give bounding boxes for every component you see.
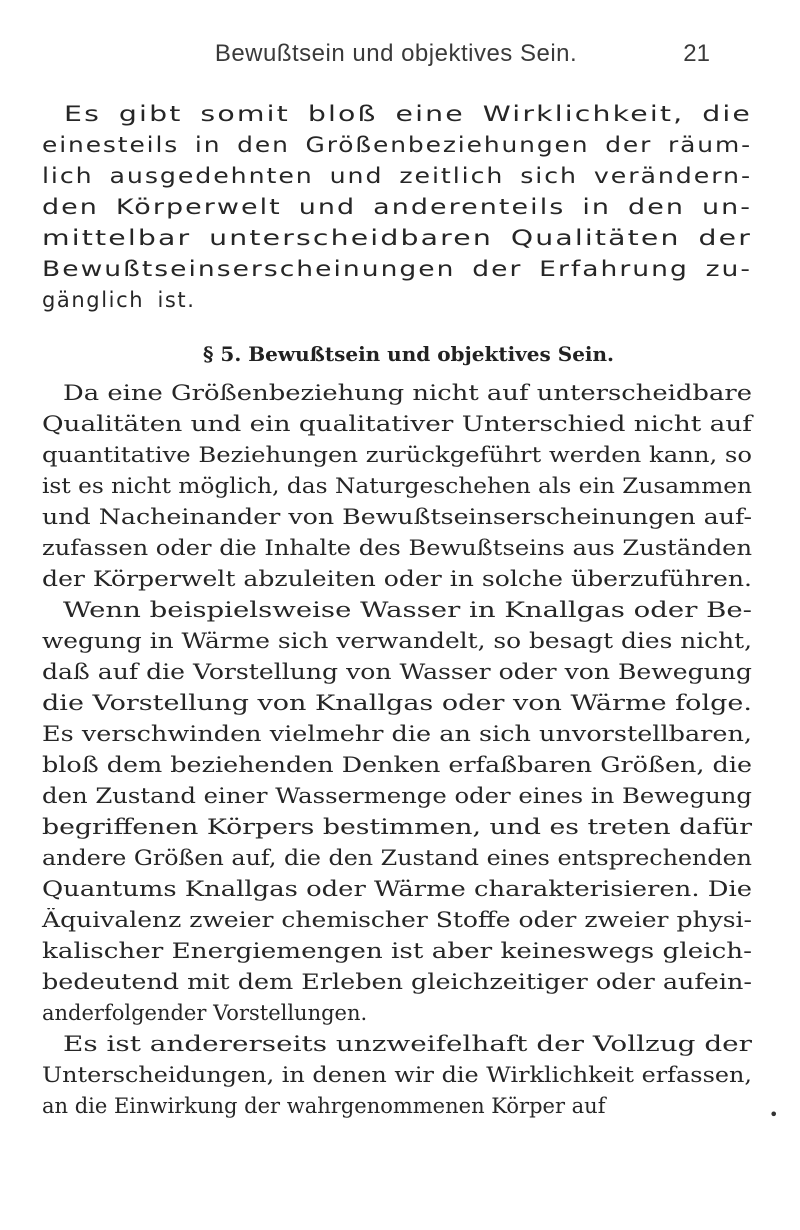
body-line: Da eine Größenbeziehung nicht auf unterscheidbare bbox=[63, 381, 752, 405]
running-head: Bewußtsein und objektives Sein. bbox=[214, 40, 578, 67]
body-line: an die Einwirkung der wahrgenommenen Körper auf bbox=[42, 1094, 606, 1118]
body-line: zufassen oder die Inhalte des Bewußtseins aus Zuständen bbox=[42, 536, 753, 560]
body-line: bedeutend mit dem Erleben gleichzeitiger oder aufein- bbox=[42, 970, 752, 994]
body-line: ist es nicht möglich, das Naturgeschehen als ein Zusammen bbox=[42, 474, 752, 498]
body-line: die Vorstellung von Knallgas oder von Wärme folge. bbox=[42, 691, 752, 715]
body-line: andere Größen auf, die den Zustand eines entsprechenden bbox=[42, 846, 752, 870]
intro-line: Bewußtseinserscheinungen der Erfahrung zu- bbox=[42, 257, 753, 281]
body-line: Wenn beispielsweise Wasser in Knallgas oder Be- bbox=[63, 598, 752, 622]
intro-line: den Körperwelt und anderenteils in den un- bbox=[42, 195, 752, 219]
body-line: den Zustand einer Wassermenge oder eines in Bewegung bbox=[42, 784, 752, 808]
intro-line: mittelbar unterscheidbaren Qualitäten der bbox=[42, 226, 752, 250]
body-line: und Nacheinander von Bewußtseinserscheinungen auf- bbox=[42, 505, 752, 529]
body-line: Äquivalenz zweier chemischer Stoffe oder zweier physi- bbox=[42, 908, 752, 932]
body-line: quantitative Beziehungen zurückgeführt werden kann, so bbox=[42, 443, 752, 467]
body-line: anderfolgender Vorstellungen. bbox=[42, 1001, 368, 1025]
intro-line: einesteils in den Größenbeziehungen der räum- bbox=[42, 133, 752, 157]
intro-line: gänglich ist. bbox=[42, 288, 196, 312]
page-number: 21 bbox=[683, 40, 710, 67]
body-line: Quantums Knallgas oder Wärme charakterisieren. Die bbox=[42, 877, 752, 901]
body-line: Es verschwinden vielmehr die an sich unvorstellbaren, bbox=[42, 722, 752, 746]
intro-line: lich ausgedehnten und zeitlich sich verändern- bbox=[42, 164, 752, 188]
body-line: Unterscheidungen, in denen wir die Wirklichkeit erfassen, bbox=[42, 1063, 752, 1087]
body-line: Es ist andererseits unzweifelhaft der Vollzug der bbox=[63, 1032, 752, 1056]
section-heading: § 5. Bewußtsein und objektives Sein. bbox=[203, 342, 615, 366]
intro-line: Es gibt somit bloß eine Wirklichkeit, die bbox=[64, 102, 752, 126]
body-line: daß auf die Vorstellung von Wasser oder von Bewegung bbox=[42, 660, 752, 684]
body-line: kalischer Energiemengen ist aber keineswegs gleich- bbox=[42, 939, 752, 963]
body-line: bloß dem beziehenden Denken erfaßbaren Größen, die bbox=[42, 753, 752, 777]
body-line: der Körperwelt abzuleiten oder in solche überzuführen. bbox=[42, 567, 752, 591]
margin-mark: • bbox=[769, 1105, 779, 1124]
body-line: wegung in Wärme sich verwandelt, so besagt dies nicht, bbox=[42, 629, 752, 653]
body-line: Qualitäten und ein qualitativer Unterschied nicht auf bbox=[42, 412, 752, 436]
body-line: begriffenen Körpers bestimmen, und es treten dafür bbox=[42, 815, 752, 839]
